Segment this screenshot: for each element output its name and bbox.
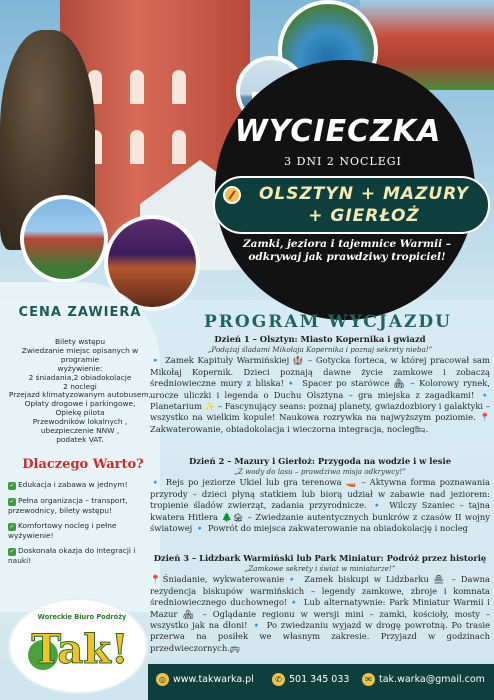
check-icon: ✓: [9, 482, 15, 489]
day-3-section: [150, 553, 490, 654]
program-title: PROGRAM WYCJAZDU: [204, 312, 452, 332]
day-description: 🔹 Rejs po jeziorze Ukiel lub gra terenowa 🚤 – Aktywna forma poznawania przyrody – dzieci płyną statkiem lub biorą udział w zabawie nad jeziorem: tropienie śladów zwierząt, zadania przyrodnicze. 🔹 Wilczy Szaniec – tajna kwatera Hitlera 🌲🏚 – Zwiedzanie autentycznych bunkrów z czasów II wojny światowej 🔹 Powrót do miejsca zakwaterowanie na obiadokolację i nocleg: [150, 477, 490, 534]
why-title: Dlaczego Warto?: [22, 457, 144, 472]
benefit-text: Doskonała okazja do integracji i nauki!: [8, 546, 136, 565]
pricing-item: Opiekę pilota: [55, 408, 105, 418]
pricing-item: Bilety wstępu: [54, 337, 106, 346]
email-link[interactable]: [362, 673, 485, 686]
pricing-item: Przejazd klimatyzowanym autobusem, Opłaty drogowe i parkingowe,: [8, 390, 152, 409]
logo-wordmark: Tak!: [31, 626, 129, 673]
phone-link[interactable]: [272, 673, 349, 686]
pricing-title: CENA ZAWIERA: [18, 305, 142, 320]
pricing-item: 2 noclegi: [63, 381, 97, 391]
website-text: www.takwarka.pl: [173, 674, 254, 685]
pricing-item: Przewodników lokalnych , ubezpieczenie NNW ,: [32, 417, 128, 436]
phone-icon: ✆: [272, 673, 285, 686]
compass-icon: [223, 186, 241, 204]
tower-window: [172, 70, 186, 104]
day-description: 🔹 Zamek Kapituły Warmińskiej 🏰 – Gotycka forteca, w której pracował sam Mikołaj Kopernik. Dzieci poznają dawne życie zamkowe i zobaczą średniowieczne mury z bliska!🔹 Spacer po starówce 🏘 – Kolorowy rynek, urocze uliczki i legenda o Duchu Olsztyna – gra miejska z zagadkami! 🔹 Planetarium ✨ – Fascynujący seans: poznaj planety, gwiazdozbiory i galaktyki – wszystko na wielkim kopule! Naukowa rozrywka na najwyższym poziomie. 📍 Zakwaterowanie, obiadokolacja i wieczorna integracja, nocleg🛏.: [150, 355, 490, 434]
destination-line-2: + GIERŁOŻ: [308, 206, 420, 226]
castle-photo-1: [20, 195, 108, 283]
email-text: tak.warka@gmail.com: [379, 674, 485, 685]
day-quote: „Podążaj śladami Mikołaja Kopernika i poznaj sekrety nieba!”: [207, 345, 433, 355]
day-1-section: [150, 334, 490, 435]
benefit-text: Edukacja i zabawa w jednym!: [18, 480, 128, 489]
pricing-item: wyżywienie:: [57, 363, 103, 373]
benefit-item: [8, 496, 156, 515]
email-icon: ✉: [362, 673, 375, 686]
pricing-item: podatek VAT.: [56, 434, 104, 444]
day-heading: Dzień 2 – Mazury i Gierłoż: Przygoda na wodzie i w lesie: [188, 456, 452, 466]
day-quote: „Zamkowe sekrety i świat w miniaturze!”: [244, 564, 396, 574]
pricing-list: [8, 338, 152, 445]
day-2-section: [150, 456, 490, 534]
check-icon: ✓: [9, 523, 15, 530]
check-icon: ✓: [9, 498, 15, 505]
day-heading: Dzień 1 – Olsztyn: Miasto Kopernika i gwiazd: [214, 334, 426, 344]
page-title: WYCIECZKA: [234, 114, 442, 149]
website-link[interactable]: [156, 673, 254, 686]
pricing-item: Zwiedzanie miejsc opisanych w programie: [21, 345, 139, 364]
tagline: Zamki, jeziora i tajemnice Warmii – odkrywaj jak prawdziwy tropiciel!: [242, 238, 452, 263]
trip-duration: 3 DNI 2 NOCLEGI: [284, 155, 402, 168]
day-quote: „Z wody do lasu – prawdziwa misja odkrywcy!”: [234, 467, 406, 477]
logo-brand-name: Woreckie Biuro Podróży: [37, 613, 127, 621]
phone-text: 501 345 033: [289, 674, 350, 685]
globe-icon: ◎: [156, 673, 169, 686]
day-heading: Dzień 3 – Lidzbark Warmiński lub Park Miniatur: Podróż przez historię: [153, 553, 487, 563]
destination-line-1: OLSZTYN + MAZURY: [258, 184, 470, 204]
pricing-item: 2 śniadania,2 obiadokolacje: [28, 372, 132, 382]
tower-window: [130, 130, 144, 164]
day-description: 📍Śniadanie, wykwaterowanie🔹 Zamek biskupi w Lidzbarku 🏯 – Dawna rezydencja biskupów warmińskich – legendy zamkowe, zbroje i komnata średniowiecznego duchownego!🔹 Lub alternatywnie: Park Miniatur Warmii i Mazur 🏘 – Oglądanie regionu w wersji mini – zamki, kościoły, mosty – wszystko jak na dłoni! 🔹 Po zwiedzaniu wyjazd w drogę powrotną. Po trasie przerwa na posiłek we własnym zakresie. Przyjazd w godzinach przedwieczornych.🚌: [150, 574, 490, 653]
tower-window: [172, 130, 186, 164]
check-icon: ✓: [9, 548, 15, 555]
tower-window: [130, 70, 144, 104]
benefit-item: [8, 521, 156, 540]
benefit-text: Pełna organizacja – transport, przewodnicy, bilety wstępu!: [8, 496, 128, 515]
benefit-item: [8, 480, 156, 490]
benefit-item: [8, 546, 156, 565]
benefit-text: Komfortowy nocleg i pełne wyżywienie!: [8, 521, 117, 540]
benefits-list: [8, 480, 156, 571]
